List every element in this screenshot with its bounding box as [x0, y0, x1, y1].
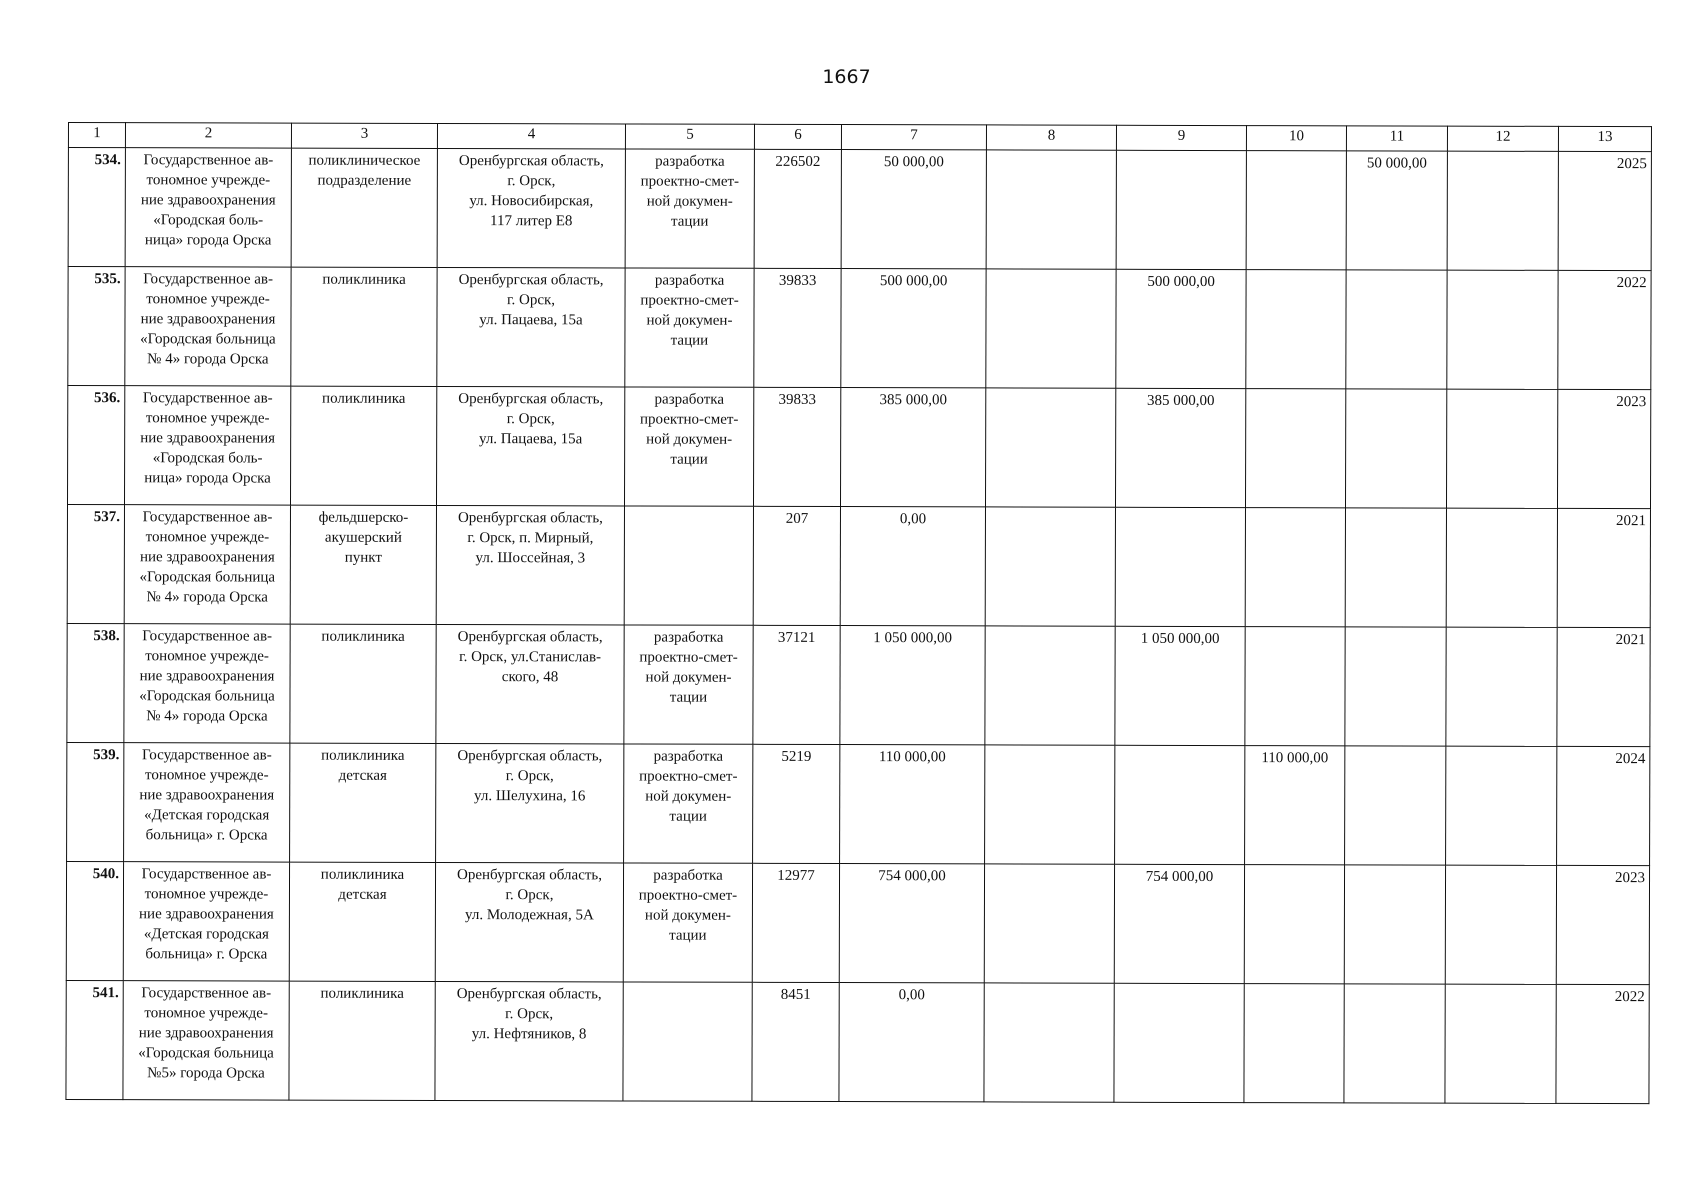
col-header: 9 — [1116, 125, 1246, 150]
table-row — [66, 980, 1649, 1103]
object-cell: поликлиника детская — [290, 743, 436, 862]
year-cell: 2023 — [1557, 389, 1650, 508]
col11-cell — [1345, 389, 1446, 508]
col8-cell — [985, 388, 1115, 507]
col10-cell — [1244, 984, 1344, 1103]
row-number: 537. — [67, 505, 124, 624]
year-cell: 2021 — [1557, 508, 1650, 627]
col11-cell — [1344, 865, 1445, 984]
institution-cell: Государственное ав- тономное учрежде- ние здравоохранения «Детская городская больница» г. Орска — [124, 743, 290, 862]
address-cell: Оренбургская область, г. Орск, ул. Новосибирская, 117 литер Е8 — [437, 148, 625, 267]
institution-cell: Государственное ав- тономное учрежде- ние здравоохранения «Городская больница №5» города Орска — [123, 981, 289, 1100]
address-cell: Оренбургская область, г. Орск, п. Мирный, ул. Шоссейная, 3 — [436, 505, 624, 624]
col12-cell — [1446, 746, 1557, 865]
col9-cell — [1115, 507, 1245, 626]
col-header: 3 — [291, 123, 437, 148]
row-number: 539. — [67, 742, 124, 861]
object-cell: фельдшерско- акушерский пункт — [290, 505, 436, 624]
col11-cell — [1346, 270, 1447, 389]
address-cell: Оренбургская область, г. Орск, ул. Нефтяников, 8 — [435, 981, 623, 1100]
col7-cell: 50 000,00 — [841, 150, 986, 269]
data-table — [65, 122, 1652, 1104]
col9-cell: 500 000,00 — [1116, 269, 1246, 388]
institution-cell: Государственное ав- тономное учрежде- ние здравоохранения «Городская больница № 4» города Орска — [124, 624, 290, 743]
col12-cell — [1447, 151, 1558, 270]
col7-cell: 385 000,00 — [840, 388, 985, 507]
col10-cell — [1245, 508, 1345, 627]
table-row — [67, 386, 1650, 509]
col10-cell — [1245, 389, 1345, 508]
row-number: 534. — [68, 148, 125, 267]
work-type-cell: разработка проектно-смет- ной докумен- тации — [623, 863, 752, 982]
col12-cell — [1446, 627, 1557, 746]
col8-cell — [985, 745, 1115, 864]
col10-cell — [1245, 627, 1345, 746]
table-row — [67, 623, 1650, 746]
col-header: 12 — [1447, 126, 1558, 151]
col7-cell: 500 000,00 — [841, 269, 986, 388]
work-type-cell — [623, 982, 752, 1101]
table-row — [66, 861, 1649, 984]
row-number: 540. — [66, 861, 123, 980]
institution-cell: Государственное ав- тономное учрежде- ние здравоохранения «Городская больница № 4» города Орска — [124, 505, 290, 624]
year-cell: 2023 — [1556, 865, 1649, 984]
object-cell: поликлиника — [291, 267, 437, 386]
col8-cell — [984, 864, 1114, 983]
col9-cell: 1 050 000,00 — [1115, 626, 1245, 745]
col7-cell: 0,00 — [840, 507, 985, 626]
col-header: 2 — [125, 123, 291, 148]
col12-cell — [1446, 389, 1557, 508]
table-row — [68, 267, 1651, 390]
col8-cell — [985, 507, 1115, 626]
row-number: 538. — [67, 623, 124, 742]
table-row — [67, 742, 1650, 865]
address-cell: Оренбургская область, г. Орск, ул. Пацаева, 15а — [437, 267, 625, 386]
object-cell: поликлиника — [290, 386, 436, 505]
year-cell: 2024 — [1557, 746, 1650, 865]
col9-cell: 754 000,00 — [1114, 864, 1244, 983]
institution-cell: Государственное ав- тономное учрежде- ние здравоохранения «Городская боль- ница» города Орска — [124, 386, 290, 505]
col-header: 10 — [1246, 126, 1346, 151]
col9-cell: 385 000,00 — [1115, 388, 1245, 507]
col6-cell: 8451 — [752, 982, 839, 1101]
row-number: 536. — [67, 386, 124, 505]
col9-cell — [1116, 150, 1246, 269]
col-header: 1 — [68, 123, 125, 148]
work-type-cell: разработка проектно-смет- ной докумен- тации — [625, 149, 754, 268]
address-cell: Оренбургская область, г. Орск, ул. Пацаева, 15а — [436, 386, 624, 505]
year-cell: 2022 — [1558, 270, 1651, 389]
col7-cell: 1 050 000,00 — [840, 626, 985, 745]
work-type-cell: разработка проектно-смет- ной докумен- тации — [625, 268, 754, 387]
col8-cell — [984, 983, 1114, 1102]
col-header: 5 — [625, 124, 754, 149]
col8-cell — [986, 269, 1116, 388]
col6-cell: 207 — [753, 506, 840, 625]
col11-cell — [1345, 746, 1446, 865]
row-number: 535. — [68, 267, 125, 386]
year-cell: 2021 — [1557, 627, 1650, 746]
col11-cell: 50 000,00 — [1346, 151, 1447, 270]
work-type-cell: разработка проектно-смет- ной докумен- тации — [624, 625, 753, 744]
object-cell: поликлиника — [289, 981, 435, 1100]
col11-cell — [1344, 984, 1445, 1103]
institution-cell: Государственное ав- тономное учрежде- ние здравоохранения «Городская больница № 4» города Орска — [125, 267, 291, 386]
address-cell: Оренбургская область, г. Орск, ул. Молодежная, 5А — [435, 862, 623, 981]
year-cell: 2022 — [1556, 984, 1649, 1103]
col10-cell: 110 000,00 — [1245, 746, 1345, 865]
address-cell: Оренбургская область, г. Орск, ул.Станислав- ского, 48 — [436, 624, 624, 743]
object-cell: поликлиника детская — [289, 862, 435, 981]
col7-cell: 754 000,00 — [839, 864, 984, 983]
work-type-cell: разработка проектно-смет- ной докумен- тации — [624, 744, 753, 863]
col11-cell — [1345, 627, 1446, 746]
col-header: 4 — [437, 123, 625, 148]
col10-cell — [1246, 151, 1346, 270]
col12-cell — [1446, 508, 1557, 627]
col7-cell: 0,00 — [839, 983, 984, 1102]
col12-cell — [1445, 984, 1556, 1103]
col6-cell: 5219 — [753, 744, 840, 863]
col10-cell — [1246, 270, 1346, 389]
col6-cell: 226502 — [754, 149, 841, 268]
col-header: 7 — [841, 125, 986, 150]
col11-cell — [1345, 508, 1446, 627]
col12-cell — [1447, 270, 1558, 389]
work-type-cell — [624, 506, 753, 625]
col10-cell — [1244, 865, 1344, 984]
col-header: 8 — [986, 125, 1116, 150]
col6-cell: 39833 — [754, 268, 841, 387]
col12-cell — [1445, 865, 1556, 984]
col8-cell — [986, 150, 1116, 269]
table-row — [67, 505, 1650, 628]
col6-cell: 39833 — [753, 387, 840, 506]
col-header: 13 — [1558, 126, 1651, 151]
col6-cell: 37121 — [753, 625, 840, 744]
table-row — [68, 148, 1651, 271]
col-header: 11 — [1346, 126, 1447, 151]
year-cell: 2025 — [1558, 151, 1651, 270]
col-header: 6 — [754, 124, 841, 149]
row-number: 541. — [66, 980, 123, 1099]
col9-cell — [1114, 983, 1244, 1102]
object-cell: поликлиника — [290, 624, 436, 743]
col9-cell — [1115, 745, 1245, 864]
col6-cell: 12977 — [752, 863, 839, 982]
col7-cell: 110 000,00 — [840, 745, 985, 864]
object-cell: поликлиническое подразделение — [291, 148, 437, 267]
institution-cell: Государственное ав- тономное учрежде- ние здравоохранения «Городская боль- ница» города Орска — [125, 148, 291, 267]
address-cell: Оренбургская область, г. Орск, ул. Шелухина, 16 — [436, 743, 624, 862]
page-number: 1667 — [822, 66, 871, 88]
work-type-cell: разработка проектно-смет- ной докумен- тации — [624, 387, 753, 506]
institution-cell: Государственное ав- тономное учрежде- ние здравоохранения «Детская городская больница» г. Орска — [123, 862, 289, 981]
col8-cell — [985, 626, 1115, 745]
